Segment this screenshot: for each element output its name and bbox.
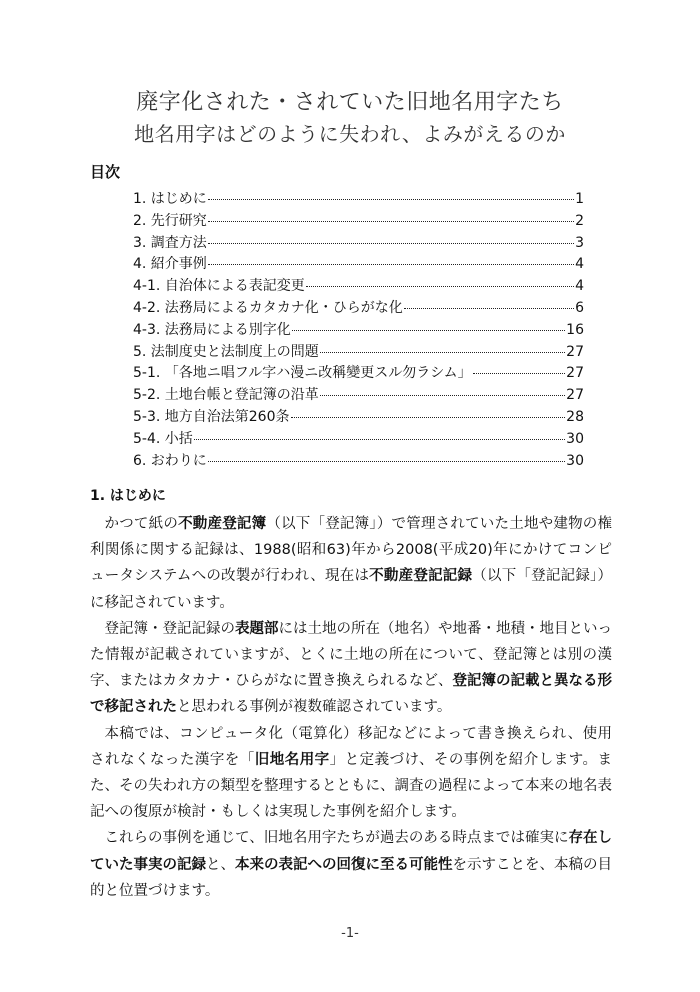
toc-leader-dots [473,372,566,374]
bold-term: 不動産登記記録 [369,568,473,585]
section-heading-introduction: 1. はじめに [90,488,166,504]
toc-item[interactable] [133,385,584,407]
paragraph [90,825,612,904]
toc-item-page: 6 [575,299,584,316]
toc-item-label: 5-1. 「各地ニ唱フル字ハ漫ニ改稱變更スル勿ラシム」 [133,365,472,382]
toc-item-page: 4 [575,256,584,273]
toc-item-label: 4-2. 法務局によるカタカナ化・ひらがな化 [133,299,403,316]
toc-item-label: 5-4. 小括 [133,430,193,447]
toc-leader-dots [320,351,565,353]
bold-term: 本来の表記への回復に至る可能性 [235,856,453,873]
toc-item-label: 3. 調査方法 [133,234,207,251]
toc-item-page: 1 [575,191,584,207]
toc-item[interactable] [133,429,584,451]
toc-item[interactable] [133,233,584,255]
toc-item-page: 30 [566,452,584,469]
toc-item-label: 4-3. 法務局による別字化 [133,321,291,338]
toc-leader-dots [208,263,574,265]
toc-leader-dots [208,220,574,222]
toc-item-label: 5-3. 地方自治法第260条 [133,408,290,425]
toc-item[interactable] [133,363,584,385]
toc-item-label: 1. はじめに [133,191,207,207]
toc-item[interactable] [133,276,584,298]
toc-item[interactable] [133,320,584,342]
text-segment: かつて紙の [104,516,179,532]
toc-item-label: 5. 法制度史と法制度上の問題 [133,343,319,360]
text-segment: 本稿では、コンピュータ化（電算化）移記などによって書き換えられ、使用されなくなった漢字を「 [90,725,612,768]
toc-leader-dots [208,460,565,462]
bold-term: 表題部 [235,620,279,637]
toc-item[interactable] [133,342,584,364]
paragraph [90,721,612,826]
bold-term: 登記簿の記載と異なる形で移記された [90,673,612,716]
bold-term: 存在していた事実の記録 [90,830,613,873]
toc-item[interactable] [133,189,584,211]
bold-term: 不動産登記簿 [178,516,267,532]
toc-leader-dots [291,416,566,418]
toc-item-label: 4. 紹介事例 [133,256,207,273]
section-body [90,511,612,904]
toc-item[interactable] [133,451,584,473]
text-segment: と、 [206,856,235,873]
toc-item[interactable] [133,298,584,320]
toc-leader-dots [306,285,574,287]
toc-item-page: 16 [566,321,584,338]
toc-item-page: 27 [566,387,584,404]
text-segment: を示すことを、本稿の目的と位置づけます。 [90,856,612,899]
toc-item-page: 2 [575,212,584,229]
text-segment: これらの事例を通じて、旧地名用字たちが過去のある時点までは確実に [104,830,569,847]
document-subtitle: 地名用字はどのように失われ、よみがえるのか [134,122,566,146]
toc-item-page: 4 [575,278,584,295]
toc-item[interactable] [133,254,584,276]
text-segment: （以下「登記記録」）に移記されています。 [90,568,613,611]
text-segment: 」と定義づけ、その事例を紹介します。また、その失われ方の類型を整理するとともに、調査の過程によって本来の地名表記への復原が検討・もしくは実現した事例を紹介します。 [90,751,613,821]
toc-leader-dots [320,394,565,396]
document-title: 廃字化された・されていた旧地名用字たち [136,90,564,115]
paragraph [90,616,612,721]
text-segment: 登記簿・登記記録の [104,620,235,637]
toc-leader-dots [208,198,574,200]
toc-leader-dots [208,242,574,244]
table-of-contents [133,189,584,472]
text-segment: （以下「登記簿」）で管理されていた土地や建物の権利関係に関する記録は、1988(昭和63)年から2008(平成20)年にかけてコンピュータシステムへの改製が行われ、現在は [90,516,613,585]
toc-item-page: 30 [566,430,584,447]
toc-leader-dots [194,438,565,440]
text-segment: には土地の所在（地名）や地番・地積・地目といった情報が記載されていますが、とくに土地の所在について、登記簿とは別の漢字、またはカタカナ・ひらがなに置き換えられるなど、 [90,620,612,690]
toc-item-label: 4-1. 自治体による表記変更 [133,278,305,295]
toc-heading: 目次 [90,163,121,181]
toc-item[interactable] [133,211,584,233]
paragraph [90,511,612,616]
bold-term: 旧地名用字 [254,751,330,768]
toc-item-label: 2. 先行研究 [133,212,207,229]
toc-leader-dots [292,329,565,331]
text-segment: と思われる事例が複数確認されています。 [177,699,452,716]
page-number: -1- [341,926,359,941]
toc-item-page: 28 [566,408,584,425]
toc-item-label: 6. おわりに [133,452,207,469]
toc-leader-dots [404,307,574,309]
toc-item-label: 5-2. 土地台帳と登記簿の沿革 [133,387,319,404]
toc-item-page: 27 [566,343,584,360]
toc-item-page: 3 [575,234,584,251]
toc-item-page: 27 [566,365,584,382]
toc-item[interactable] [133,407,584,429]
